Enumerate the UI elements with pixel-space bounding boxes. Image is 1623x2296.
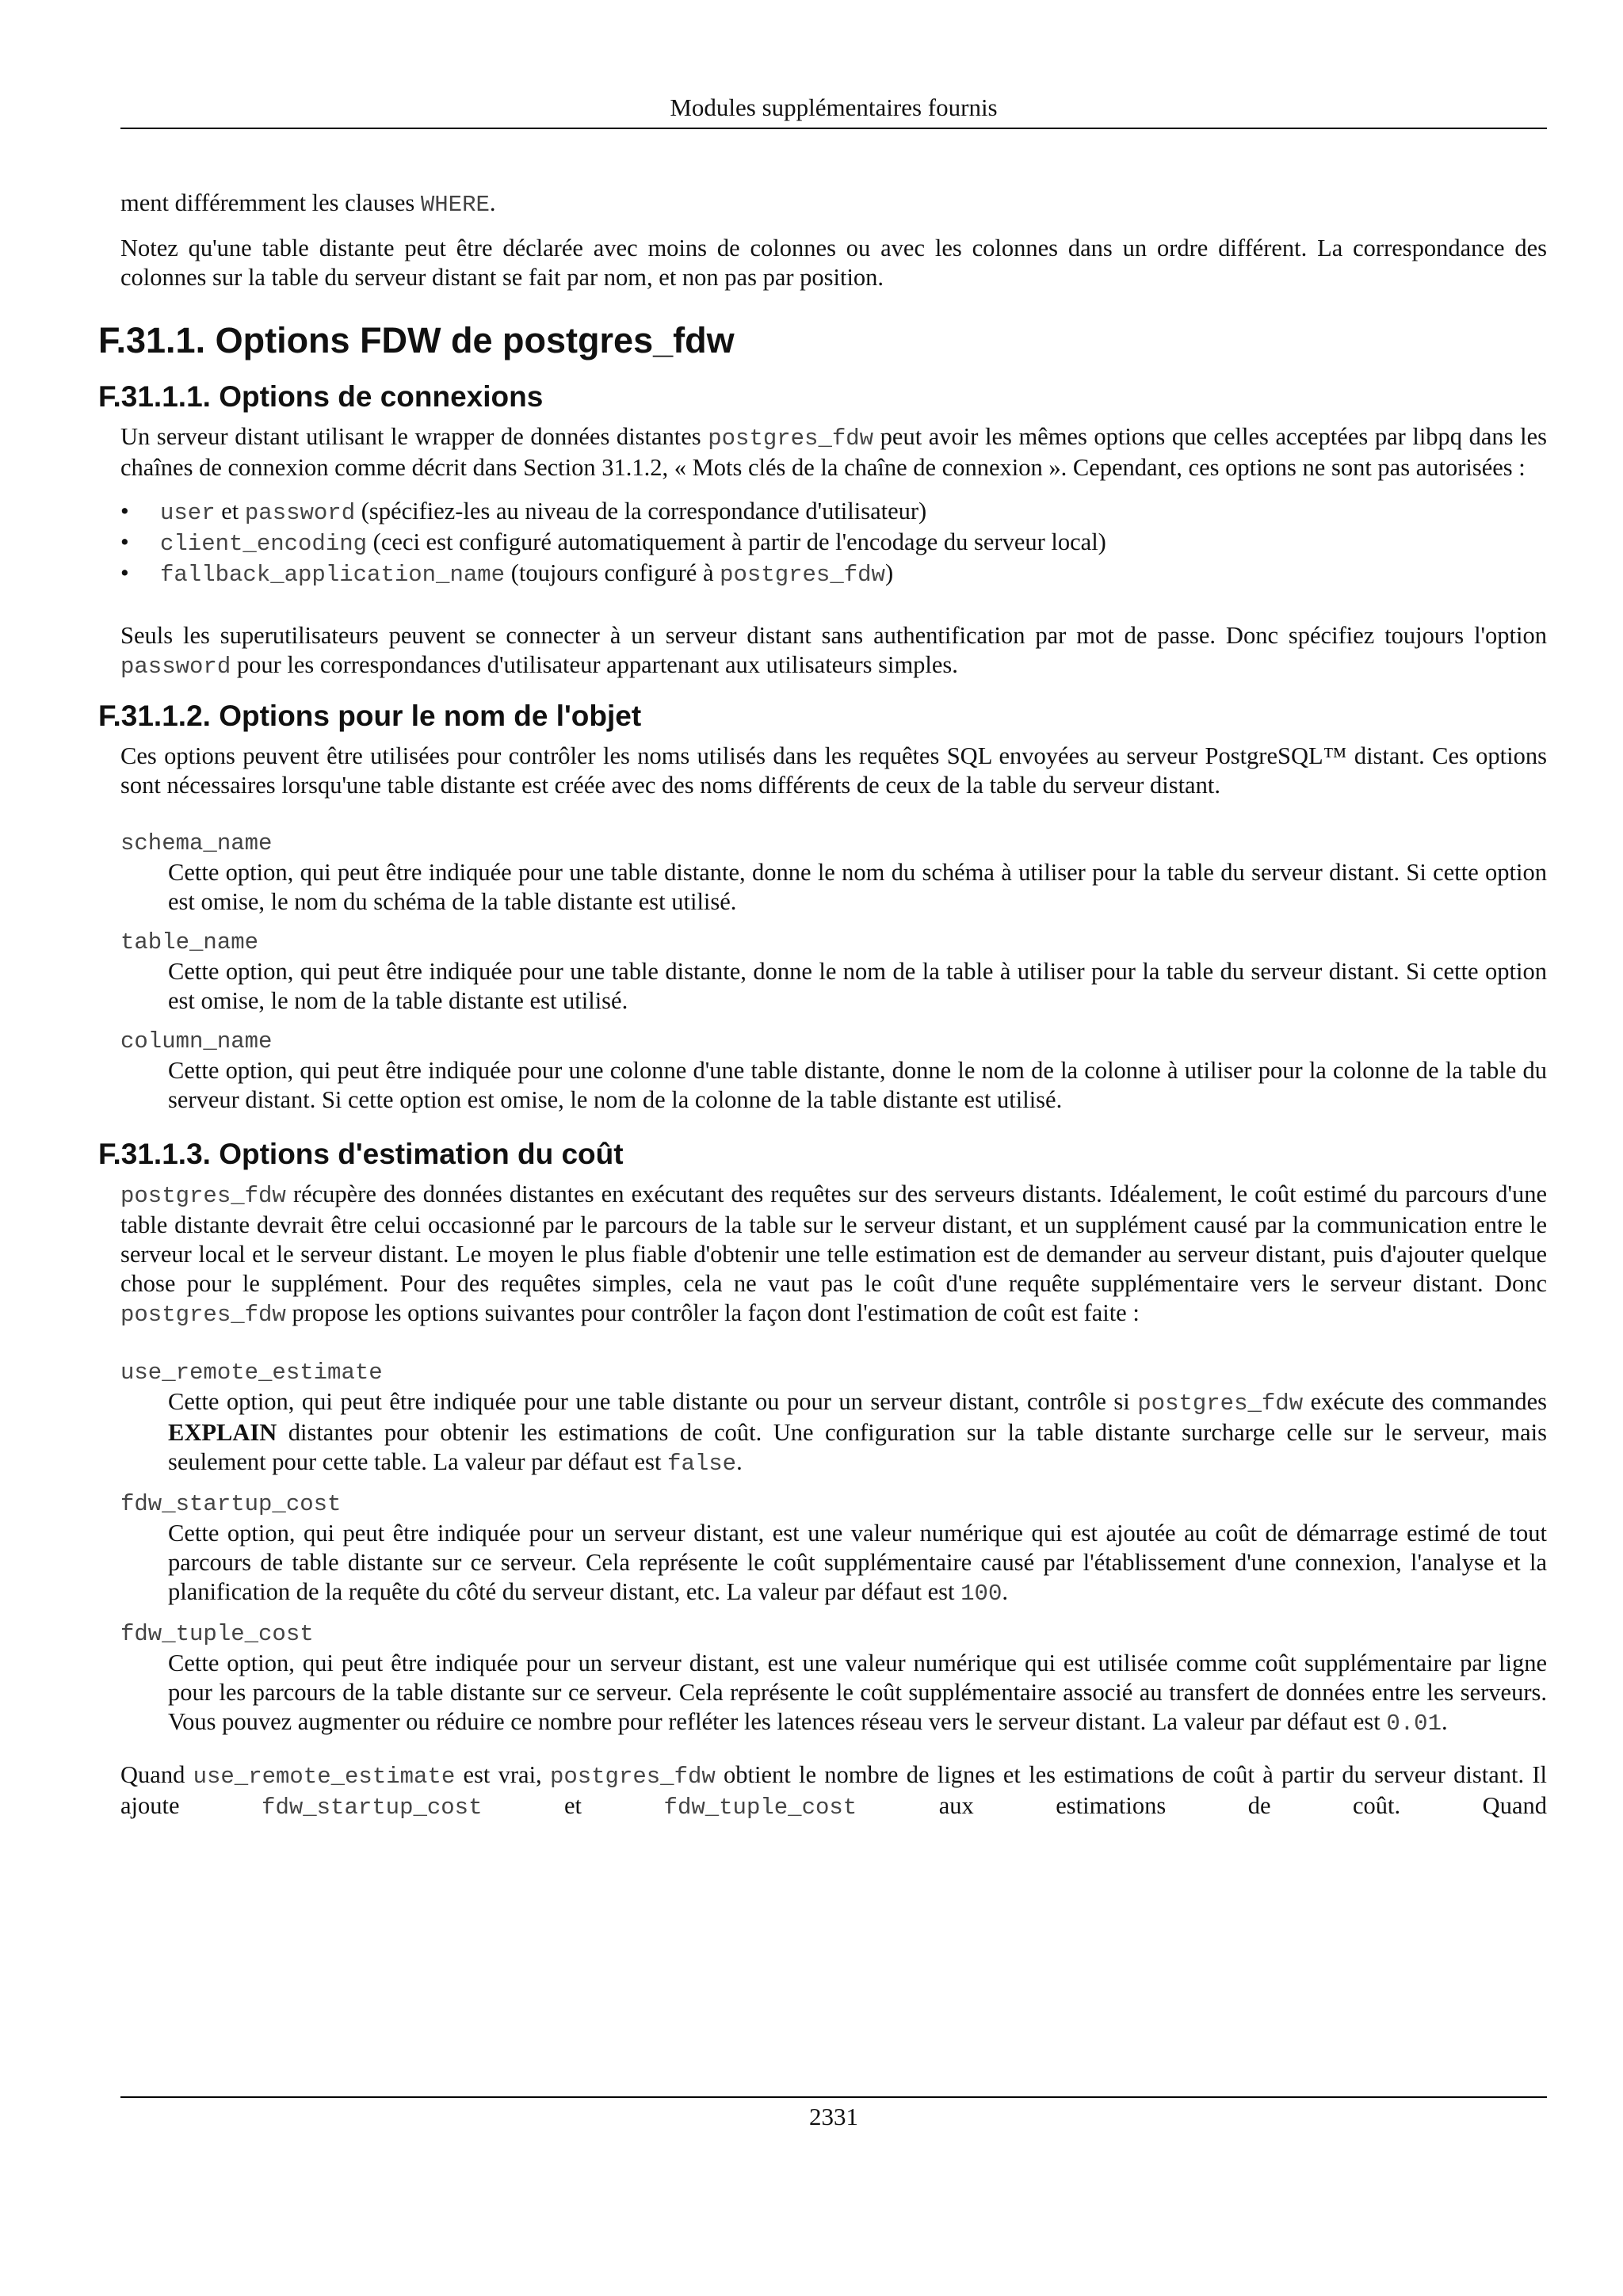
option-term: column_name	[120, 1028, 273, 1055]
list-item: • client_encoding (ceci est configuré automatiquement à partir de l'encodage du serveur local)	[120, 528, 1547, 559]
intro-paragraph-1: ment différemment les clauses WHERE.	[120, 189, 496, 218]
connexion-paragraph: Un serveur distant utilisant le wrapper de données distantes postgres_fdw peut avoir les mêmes options que celles acceptées par libpq dans les chaînes de connexion comme décrit dans Section 31.1.2, « Mots clés de la chaîne de connexion ». Cependant, ces options ne sont pas autorisées :	[120, 423, 1547, 481]
subsection-heading-object-names: F.31.1.2. Options pour le nom de l'objet	[98, 700, 642, 732]
superuser-paragraph: Seuls les superutilisateurs peuvent se connecter à un serveur distant sans authentification par mot de passe. Donc spécifiez toujours l'option password pour les correspondances d'utilisateur appartenant aux utilisateurs simples.	[120, 622, 1547, 680]
final-paragraph: Quand use_remote_estimate est vrai, postgres_fdw obtient le nombre de lignes et les estimations de coût à partir du serveur distant. Il ajoute fdw_startup_cost et fdw_tuple_cost aux estimations de coût. Quand	[120, 1761, 1547, 1821]
disallowed-options-list	[120, 497, 1547, 589]
list-item: • fallback_application_name (toujours configuré à postgres_fdw)	[120, 559, 1547, 589]
option-term: use_remote_estimate	[120, 1360, 383, 1386]
inline-code: postgres_fdw	[708, 425, 874, 452]
intro-paragraph-2: Notez qu'une table distante peut être déclarée avec moins de colonnes ou avec les colonnes dans un ordre différent. La correspondance des colonnes sur la table du serveur distant se fait par nom, et non pas par position.	[120, 235, 1547, 291]
header-rule	[120, 128, 1547, 129]
page-number: 2331	[809, 2103, 858, 2130]
option-description: Cette option, qui peut être indiquée pour une colonne d'une table distante, donne le nom de la colonne à utiliser pour la colonne de la table du serveur distant. Si cette option est omise, le nom de la colonne de la table distante est utilisé.	[168, 1057, 1547, 1113]
footer-rule	[120, 2096, 1547, 2098]
list-item: • user et password (spécifiez-les au niveau de la correspondance d'utilisateur)	[120, 497, 1547, 528]
object-names-paragraph: Ces options peuvent être utilisées pour contrôler les noms utilisés dans les requêtes SQL envoyées au serveur PostgreSQL™ distant. Ces options sont nécessaires lorsqu'une table distante est créée avec des noms différents de ceux de la table du serveur distant.	[120, 742, 1547, 799]
option-term: schema_name	[120, 830, 273, 856]
option-description: Cette option, qui peut être indiquée pour un serveur distant, est une valeur numérique qui est ajoutée au coût de démarrage estimé de tout parcours de table distante sur ce serveur. Cela représente le coût supplémentaire causé par l'établissement d'une connexion, l'analyse et la planification de la requête du côté du serveur distant, etc. La valeur par défaut est 100.	[168, 1520, 1547, 1607]
option-description: Cette option, qui peut être indiquée pour une table distante, donne le nom de la table à utiliser pour la table du serveur distant. Si cette option est omise, le nom de la table distante est utilisé.	[168, 958, 1547, 1014]
option-term: table_name	[120, 929, 259, 955]
object-name-options	[120, 829, 1547, 1115]
option-description: Cette option, qui peut être indiquée pour une table distante, donne le nom du schéma à utiliser pour la table du serveur distant. Si cette option est omise, le nom du schéma de la table distante est utilisé.	[168, 859, 1547, 915]
page-body	[98, 189, 1548, 1836]
option-term: fdw_startup_cost	[120, 1491, 342, 1517]
option-term: fdw_tuple_cost	[120, 1621, 314, 1647]
subsection-heading-connexions: F.31.1.1. Options de connexions	[98, 380, 544, 413]
cost-options	[120, 1358, 1547, 1738]
section-heading: F.31.1. Options FDW de postgres_fdw	[98, 320, 735, 360]
option-description: Cette option, qui peut être indiquée pour un serveur distant, est une valeur numérique qui est utilisée comme coût supplémentaire par ligne pour les parcours de la table distante sur ce serveur. Cela représente le coût supplémentaire associé au transfert de données entre les serveurs. Vous pouvez augmenter ou réduire ce nombre pour refléter les latences réseau vers le serveur distant. La valeur par défaut est 0.01.	[168, 1650, 1547, 1737]
cost-estimation-paragraph: postgres_fdw récupère des données distantes en exécutant des requêtes sur des serveurs distants. Idéalement, le coût estimé du parcours d'une table distante devrait être celui occasionné par le parcours de la table sur le serveur distant, et un supplément causé par la communication entre le serveur local et le serveur distant. Le moyen le plus fiable d'obtenir une telle estimation est de demander au serveur distant, puis d'ajouter quelque chose pour le supplément. Pour des requêtes simples, cela ne vaut pas le coût d'une requête supplémentaire vers le serveur distant. Donc postgres_fdw propose les options suivantes pour contrôler la façon dont l'estimation de coût est faite :	[120, 1180, 1547, 1328]
inline-code: WHERE	[420, 192, 490, 218]
inline-code: password	[120, 654, 231, 680]
option-description: Cette option, qui peut être indiquée pour une table distante ou pour un serveur distant, contrôle si postgres_fdw exécute des commandes EXPLAIN distantes pour obtenir les estimations de coût. Une configuration sur la table distante surcharge celle sur le serveur, mais seulement pour cette table. La valeur par défaut est false.	[168, 1388, 1548, 1477]
subsection-heading-cost-estimation: F.31.1.3. Options d'estimation du coût	[98, 1138, 624, 1170]
running-header: Modules supplémentaires fournis	[670, 93, 998, 121]
